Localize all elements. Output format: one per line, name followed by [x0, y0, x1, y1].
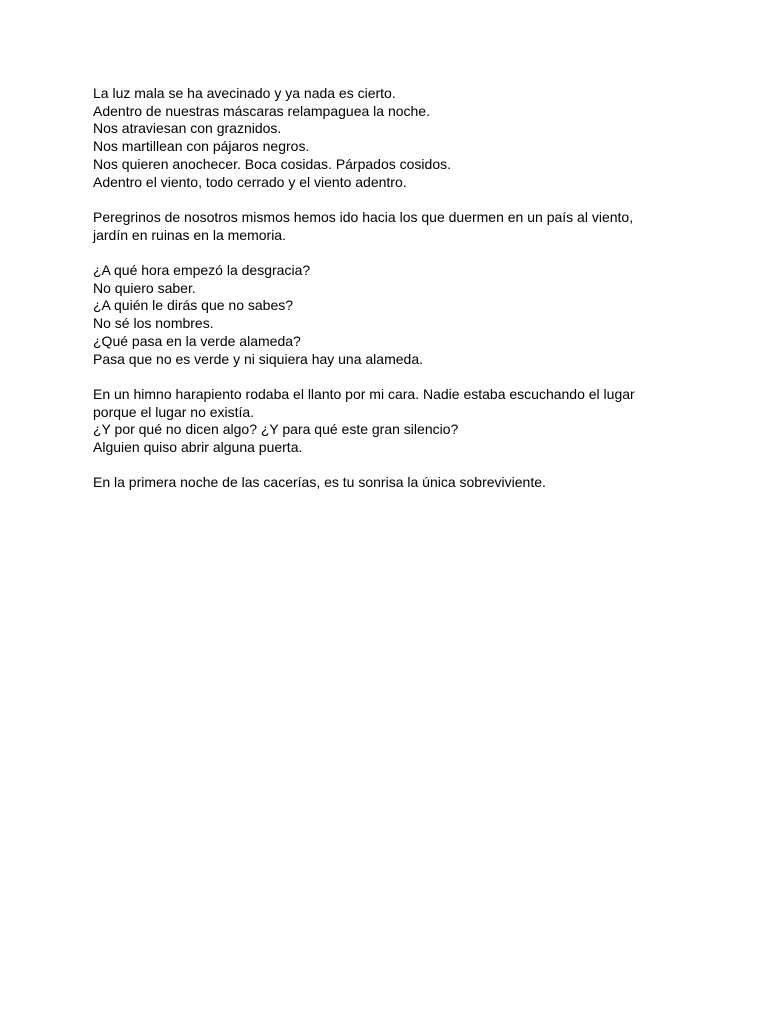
poem-line: La luz mala se ha avecinado y ya nada es cierto.: [93, 85, 396, 101]
poem-line: jardín en ruinas en la memoria.: [93, 226, 286, 243]
poem-line: No sé los nombres.: [93, 315, 214, 332]
stanza-5: [93, 474, 693, 492]
poem-line: Adentro de nuestras máscaras relampaguea la noche.: [93, 102, 430, 119]
poem-line: ¿Qué pasa en la verde alameda?: [93, 332, 301, 349]
poem-line: Nos martillean con pájaros negros.: [93, 138, 310, 155]
poem-line: Alguien quiso abrir alguna puerta.: [93, 439, 303, 456]
poem-line: No quiero saber.: [93, 279, 196, 296]
poem-line: porque el lugar no existía.: [93, 403, 255, 420]
poem-line: Peregrinos de nosotros mismos hemos ido hacia los que duermen en un país al viento,: [93, 208, 634, 225]
poem-line: En un himno harapiento rodaba el llanto por mi cara. Nadie estaba escuchando el lugar: [93, 385, 635, 402]
poem-text: [93, 85, 693, 510]
poem-line: Adentro el viento, todo cerrado y el viento adentro.: [93, 173, 407, 190]
stanza-2: [93, 209, 693, 244]
poem-line: Nos atraviesan con graznidos.: [93, 120, 282, 137]
poem-line: ¿A qué hora empezó la desgracia?: [93, 262, 311, 278]
poem-line: ¿A quién le dirás que no sabes?: [93, 297, 294, 314]
poem-line: Nos quieren anochecer. Boca cosidas. Párpados cosidos.: [93, 155, 451, 172]
stanza-3: [93, 262, 693, 368]
stanza-4: [93, 386, 693, 457]
stanza-1: [93, 85, 693, 191]
poem-line: Pasa que no es verde y ni siquiera hay una alameda.: [93, 350, 423, 367]
poem-line: En la primera noche de las cacerías, es tu sonrisa la única sobreviviente.: [93, 474, 546, 491]
poem-line: ¿Y por qué no dicen algo? ¿Y para qué este gran silencio?: [93, 421, 459, 438]
